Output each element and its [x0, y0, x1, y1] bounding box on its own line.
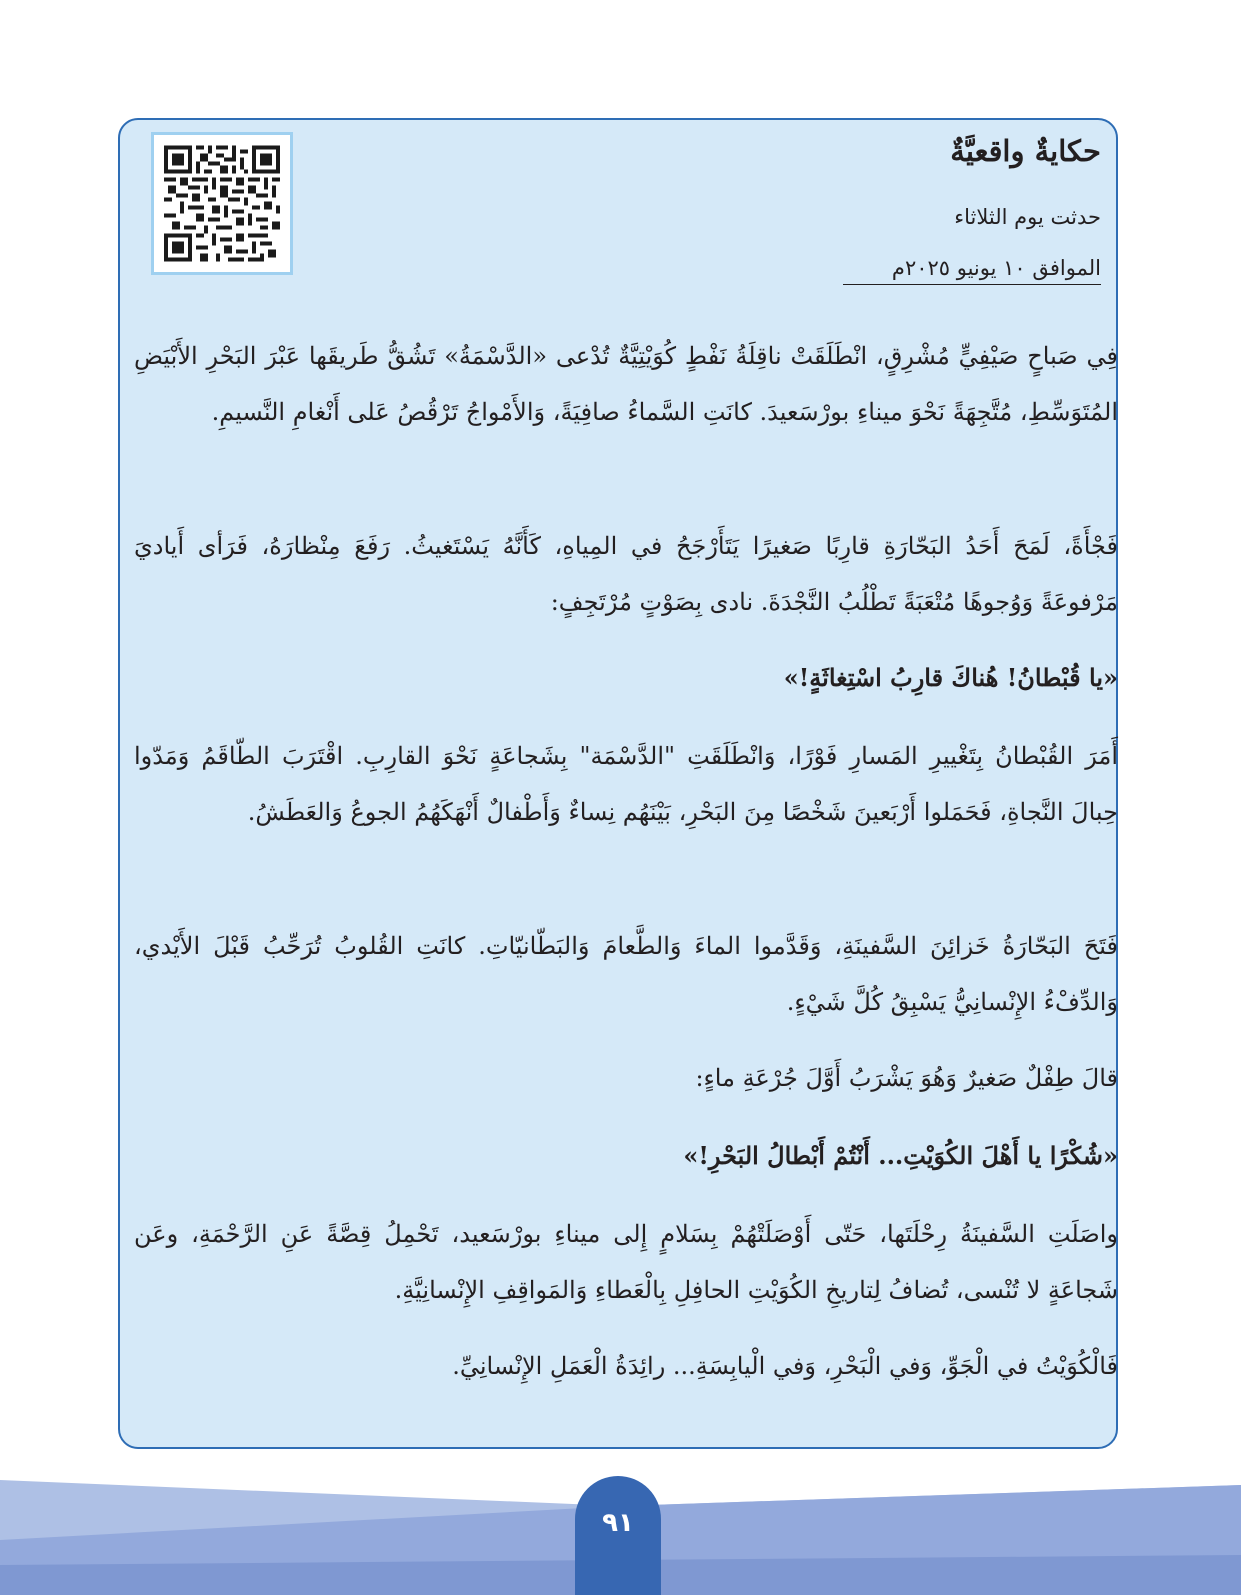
page-number: ٩١	[602, 1508, 634, 1538]
qr-code-icon	[164, 145, 280, 262]
story-paragraph: واصَلَتِ السَّفينَةُ رِحْلَتَها، حَتّى أَوْصَلَتْهُمْ بِسَلامٍ إِلى ميناءِ بورْسَعيد، تَحْمِلُ قِصَّةً عَنِ الرَّحْمَةِ، وعَن شَجاعَةٍ لا تُنْسى، تُضافُ لِتاريخِ الكُوَيْتِ الحافِلِ بِالْعَطاءِ وَالمَواقِفِ الإِنْسانِيَّةِ.	[134, 1220, 1118, 1304]
story-paragraph: فَجْأَةً، لَمَحَ أَحَدُ البَحّارَةِ قارِبًا صَغيرًا يَتَأَرْجَحُ في المِياهِ، كَأَنَّهُ يَسْتَغيثُ. رَفَعَ مِنْظارَهُ، فَرَأى أَياديَ مَرْفوعَةً وَوُجوهًا مُتْعَبَةً تَطْلُبُ النَّجْدَةَ. نادى بِصَوْتٍ مُرْتَجِفٍ:	[134, 532, 1118, 616]
story-day: حدثت يوم الثلاثاء	[954, 205, 1101, 229]
story-quote: «شُكْرًا يا أَهْلَ الكُوَيْتِ... أَنْتُمْ أَبْطالُ البَحْرِ!»	[683, 1141, 1118, 1170]
story-paragraph: أَمَرَ القُبْطانُ بِتَغْييرِ المَسارِ فَوْرًا، وَانْطَلَقَتِ "الدَّسْمَة" بِشَجاعَةٍ نَحْوَ القارِبِ. اقْتَرَبَ الطّاقَمُ وَمَدّوا حِبالَ النَّجاةِ، فَحَمَلوا أَرْبَعينَ شَخْصًا مِنَ البَحْرِ، بَيْنَهُم نِساءٌ وَأَطْفالٌ أَنْهَكَهُمُ الجوعُ وَالعَطَشُ.	[134, 742, 1118, 826]
story-date: الموافق ١٠ يونيو ٢٠٢٥م	[843, 256, 1101, 285]
story-paragraph: فِي صَباحٍ صَيْفِيٍّ مُشْرِقٍ، انْطَلَقَتْ ناقِلَةُ نَفْطٍ كُوَيْتِيَّةٌ تُدْعى «الدَّسْمَةُ» تَشُقُّ طَريقَها عَبْرَ البَحْرِ الأَبْيَضِ المُتَوَسِّطِ، مُتَّجِهَةً نَحْوَ ميناءِ بورْسَعيدَ. كانَتِ السَّماءُ صافِيَةً، وَالأَمْواجُ تَرْقُصُ عَلى أَنْغامِ النَّسيمِ.	[134, 342, 1118, 426]
story-paragraph: فَالْكُوَيْتُ في الْجَوِّ، وَفي الْبَحْرِ، وَفي الْيابِسَةِ... رائِدَةُ الْعَمَلِ الإِنْسانِيِّ.	[452, 1352, 1118, 1380]
story-quote: «يا قُبْطانُ! هُناكَ قارِبُ اسْتِغاثَةٍ!»	[783, 663, 1118, 692]
story-title: حكايةٌ واقعيَّةٌ	[950, 134, 1101, 168]
qr-code[interactable]	[151, 132, 293, 275]
story-paragraph: قالَ طِفْلٌ صَغيرٌ وَهُوَ يَشْرَبُ أَوَّلَ جُرْعَةِ ماءٍ:	[695, 1064, 1118, 1092]
story-paragraph: فَتَحَ البَحّارَةُ خَزائِنَ السَّفينَةِ، وَقَدَّموا الماءَ وَالطَّعامَ وَالبَطّانيّاتِ. كانَتِ القُلوبُ تُرَحِّبُ قَبْلَ الأَيْدي، وَالدِّفْءُ الإِنْسانِيُّ يَسْبِقُ كُلَّ شَيْءٍ.	[134, 932, 1118, 1016]
